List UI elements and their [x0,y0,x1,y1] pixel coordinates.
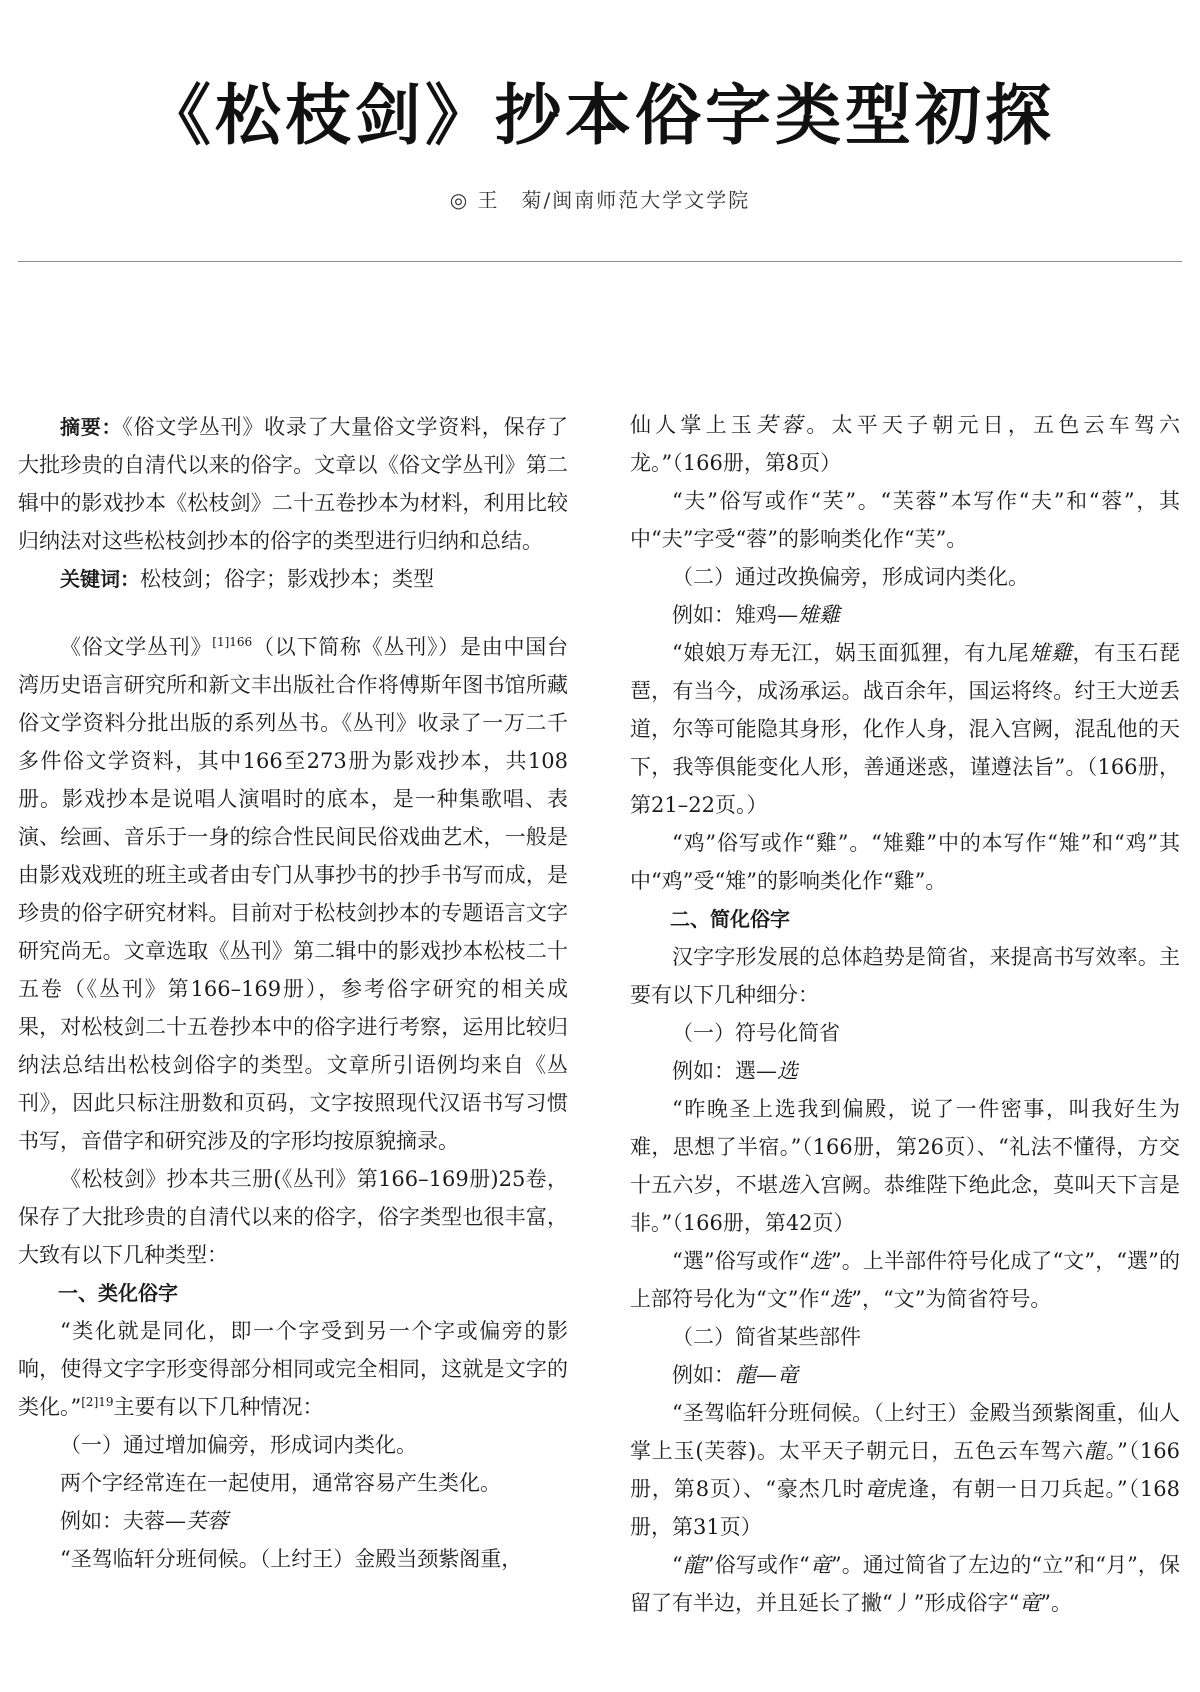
header-divider [18,261,1182,262]
analysis-text: “選”俗写或作“ [672,1249,810,1273]
quote-text: “昨晚圣上选我到偏殿，说了一件密事，叫我好生为难，思想了半宿。”（166册，第26页）、“礼法不懂得，方交十五六岁，不堪 [630,1097,1180,1197]
overview-paragraph: 《松枝剑》抄本共三册(《丛刊》第166–169册)25卷，保存了大批珍贵的自清代以来的俗字，俗字类型也很丰富，大致有以下几种类型： [18,1167,568,1267]
intro-paragraph [18,628,568,1160]
quote-1-start: “圣驾临轩分班伺候。（上纣王）金殿当颈紫阁重， [60,1547,523,1571]
analysis-text: ”。通过简省了左边的“立”和“月”，保留了有半边，并且延长了撇“丿”形成俗字“ [630,1553,1180,1615]
variant-form: 竜 [864,1477,887,1501]
quote-text: 。”（166册，第8页）、“豪杰几时 [630,1439,1180,1501]
analysis-text: ”俗写或作“ [703,1553,810,1577]
subsection-1: （一）通过增加偏旁，形成词内类化。 [60,1433,417,1457]
definition-text-a: “类化就是同化，即一个字受到另一个字或偏旁的影响，使得文字字形变得部分相同或完全相同，这就是文字的类化。” [18,1319,568,1419]
intro-text-b: （以下简称《丛刊》）是由中国台湾历史语言研究所和新文丰出版社合作将傅斯年图书馆所藏俗文学资料分批出版的系列丛书。《丛刊》收录了一万二千多件俗文学资料，其中166至273册为影戏抄本，共108册。影戏抄本是说唱人演唱时的底本，是一种集歌唱、表演、绘画、音乐于一身的综合性民间民俗戏曲艺术，一般是由影戏戏班的班主或者由专门从事抄书的抄手书写而成，是珍贵的俗字研究材料。目前对于松枝剑抄本的专题语言文字研究尚无。文章选取《丛刊》第二辑中的影戏抄本松枝二十五卷（《丛刊》第166–169册），参考俗字研究的相关成果，对松枝剑二十五卷抄本中的俗字进行考察，运用比较归纳法总结出松枝剑俗字的类型。文章所引语例均来自《丛刊》，因此只标注册数和页码，文字按照现代汉语书写习惯书写，音借字和研究涉及的字形均按原貌摘录。 [18,635,569,1153]
variant-form: 雉雞 [798,603,840,627]
example-3-text: 例如：選— [672,1059,777,1083]
variant-form: 芺蓉 [755,413,807,437]
quote-text: 虎逢，有朝一日刀兵起。”（168册，第31页） [630,1477,1180,1539]
subsection-4: （二）简省某些部件 [672,1325,861,1349]
definition-text-b: 主要有以下几种情况： [113,1395,324,1419]
quote-text: 仙人掌上玉 [630,413,756,437]
quote-1-end [630,406,1180,482]
section-heading-1: 一、类化俗字 [58,1281,178,1305]
section-heading-2: 二、简化俗字 [670,907,790,931]
quote-text: “娘娘万寿无江，娲玉面狐狸，有九尾 [672,641,1030,665]
analysis-2: “鸡”俗写或作“雞”。“雉雞”中的本写作“雉”和“鸡”其中“鸡”受“雉”的影响类化作“雞”。 [630,831,1180,893]
example-4-text: 例如： [672,1363,735,1387]
author-name: 王 菊 [477,188,544,212]
variant-form: 龍 [735,1363,756,1387]
analysis-4 [630,1546,1180,1622]
abstract-text: 《俗文学丛刊》收录了大量俗文学资料，保存了大批珍贵的自清代以来的俗字。文章以《俗文学丛刊》第二辑中的影戏抄本《松枝剑》二十五卷抄本为材料，利用比较归纳法对这些松枝剑抄本的俗字的类型进行归纳和总结。 [18,415,569,553]
keywords-text: 松枝剑；俗字；影戏抄本；类型 [140,567,434,591]
variant-form: 选 [830,1287,852,1311]
variant-form: 选 [777,1059,798,1083]
analysis-text: “ [672,1553,683,1577]
keywords-label: 关键词： [60,567,140,591]
variant-form: 竜 [809,1553,831,1577]
analysis-3 [630,1242,1180,1318]
analysis-text: ”，“文”为简省符号。 [851,1287,1052,1311]
quote-3 [630,1090,1180,1242]
abstract [18,408,568,560]
quote-2 [630,634,1180,824]
right-column [630,406,1180,1622]
variant-form: 雉雞 [1029,641,1073,665]
variant-form: 选 [778,1173,800,1197]
example-3 [630,1052,1180,1090]
example-1-text: 例如：夫蓉— [60,1509,186,1533]
quote-4 [630,1394,1180,1546]
analysis-text: ”。 [1040,1591,1072,1615]
subsection-3: （一）符号化简省 [672,1021,840,1045]
left-column [18,408,568,1578]
author-line [0,184,1200,213]
article-title: 《松枝剑》抄本俗字类型初探 [145,77,1055,154]
definition-paragraph [18,1312,568,1426]
example-1 [18,1502,568,1540]
quote-text: 。太平天子朝元日，五色云车驾六龙。”（166册，第8页） [630,413,1181,475]
intro-text-a: 《俗文学丛刊》 [60,635,213,659]
example-2 [630,596,1180,634]
quote-text: ，有玉石琵琶，有当今，成汤承运。战百余年，国运将终。纣王大逆丢道，尔等可能隐其身形，化作人身，混入宫阙，混乱他的天下，我等俱能变化人形，善通迷惑，谨遵法旨”。（166册，第21–22页。） [630,641,1181,817]
variant-form: 龍 [682,1553,704,1577]
abstract-label: 摘要： [60,415,123,439]
variant-form: 竜 [1019,1591,1041,1615]
example-2-text: 例如：雉鸡— [672,603,798,627]
analysis-1: “夫”俗写或作“芺”。“芙蓉”本写作“夫”和“蓉”，其中“夫”字受“蓉”的影响类化作“芙”。 [630,489,1180,551]
variant-form: 竜 [777,1363,798,1387]
variant-form: 芺蓉 [186,1509,228,1533]
quote-text: “圣驾临轩分班伺候。（上纣王）金殿当颈紫阁重，仙人掌上玉(芙蓉)。太平天子朝元日，五色云车驾六 [630,1401,1180,1463]
quote-text: 入宫阙。恭维陛下绝此念，莫叫天下言是非。”（166册，第42页） [630,1173,1181,1235]
variant-form: 选 [809,1249,831,1273]
explanation-paragraph: 两个字经常连在一起使用，通常容易产生类化。 [60,1471,501,1495]
citation-1: [1]166 [212,635,253,649]
author-mark: ◎ [449,188,470,212]
variant-form: 龍 [1083,1439,1106,1463]
keywords [18,560,568,598]
subsection-2: （二）通过改换偏旁，形成词内类化。 [672,565,1029,589]
citation-2: [2]19 [81,1395,114,1409]
author-affiliation: /闽南师范大学文学院 [543,188,751,212]
example-4 [630,1356,1180,1394]
analysis-text: ”。上半部件符号化成了“文”，“選”的上部符号化为“文”作“ [630,1249,1180,1311]
example-dash: — [756,1363,777,1387]
simplification-intro: 汉字字形发展的总体趋势是简省，来提高书写效率。主要有以下几种细分： [630,945,1180,1007]
